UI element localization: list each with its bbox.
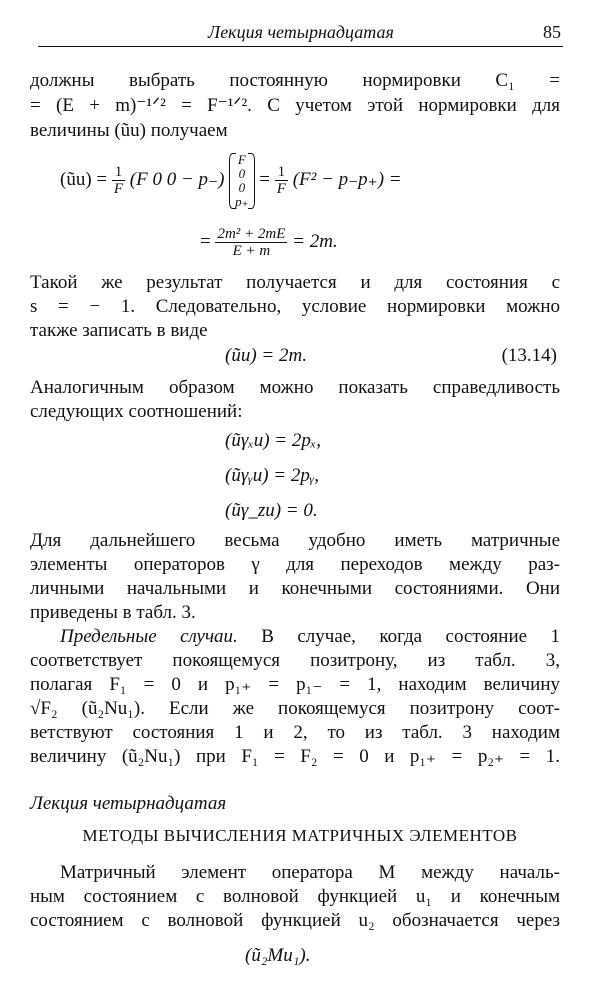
text-line: s = − 1. Следовательно, условие нормировки можно [30, 296, 560, 317]
fraction: $\frac{1}{F}$ [113, 164, 124, 198]
fraction: $\frac{\text{2m² + 2mE}}{E + m}$ [217, 226, 286, 260]
text-line: также записать в виде [30, 320, 208, 341]
text-line: Матричный элемент оператора M между началь- [60, 862, 560, 883]
text-line: Для дальнейшего весьма удобно иметь матричные [30, 530, 560, 551]
text-line: элементы операторов γ для переходов между раз- [30, 554, 560, 575]
running-header [38, 20, 563, 47]
relation-gamma-x: (ũγₓu) = 2pₓ, [225, 430, 322, 451]
paragraph-lead: Предельные случаи. [60, 626, 238, 647]
text-line: ветствуют состояния 1 и 2, то из табл. 3 находим [30, 722, 560, 743]
text-line: полагая F₁ = 0 и p₁₊ = p₁₋ = 1, находим величину [30, 674, 560, 695]
equation-main: (ũu) = $\frac{1}{F}$ (F 0 0 − p₋) F 0 0 p₊ = $\frac{1}{F}$ (F² − p₋p₊) = [60, 151, 402, 209]
text-line: Аналогичным образом можно показать справедливость [30, 377, 560, 398]
text-line: следующих соотношений: [30, 401, 243, 422]
text-line: должны выбрать постоянную нормировки C₁ = [30, 70, 560, 91]
text-line: Предельные случаи. В случае, когда состояние 1 [60, 626, 560, 647]
text-line: ным состоянием с волновой функцией u₁ и конечным [30, 886, 560, 907]
eq-lhs: (ũu) = [60, 169, 108, 190]
fraction: $\frac{1}{F}$ [276, 164, 286, 198]
text-line: состоянием с волновой функцией u₂ обозначается через [30, 910, 560, 931]
page-number: 85 [543, 22, 561, 42]
text-line: величины (ũu) получаем [30, 120, 228, 141]
equation-normalization: (ũu) = 2m. [225, 345, 307, 366]
section-heading: МЕТОДЫ ВЫЧИСЛЕНИЯ МАТРИЧНЫХ ЭЛЕМЕНТОВ [82, 826, 518, 845]
text-line: Такой же результат получается и для состояния с [30, 272, 560, 293]
text-line: = (E + m)⁻¹ᐟ² = F⁻¹ᐟ². С учетом этой нормировки для [30, 95, 560, 116]
text-line: соответствует покоящемуся позитрону, из табл. 3, [30, 650, 560, 671]
equation-number: (13.14) [501, 345, 557, 366]
row-vector: (F 0 0 − p₋) [129, 169, 225, 190]
relation-gamma-y: (ũγᵧu) = 2pᵧ, [225, 465, 319, 486]
text-line: приведены в табл. 3. [30, 602, 196, 623]
matrix-element-formula: (ũ₂Mu₁). [245, 945, 311, 966]
running-title: Лекция четырнадцатая [208, 22, 394, 42]
column-vector: F 0 0 p₊ [229, 153, 254, 209]
section-title: Лекция четырнадцатая [30, 793, 227, 814]
text-line: величину (ũ₂Nu₁) при F₁ = F₂ = 0 и p₁₊ = p₂₊ = 1. [30, 746, 560, 767]
text-line: √F₂ (ũ₂Nu₁). Если же покоящемуся позитрону соот- [30, 698, 560, 719]
equation-result: = $\frac{\text{2m² + 2mE}}{E + m}$ = 2m. [200, 226, 338, 260]
relation-gamma-z: (ũγ_zu) = 0. [225, 500, 318, 521]
text-line: личными начальными и конечными состояниями. Они [30, 578, 560, 599]
